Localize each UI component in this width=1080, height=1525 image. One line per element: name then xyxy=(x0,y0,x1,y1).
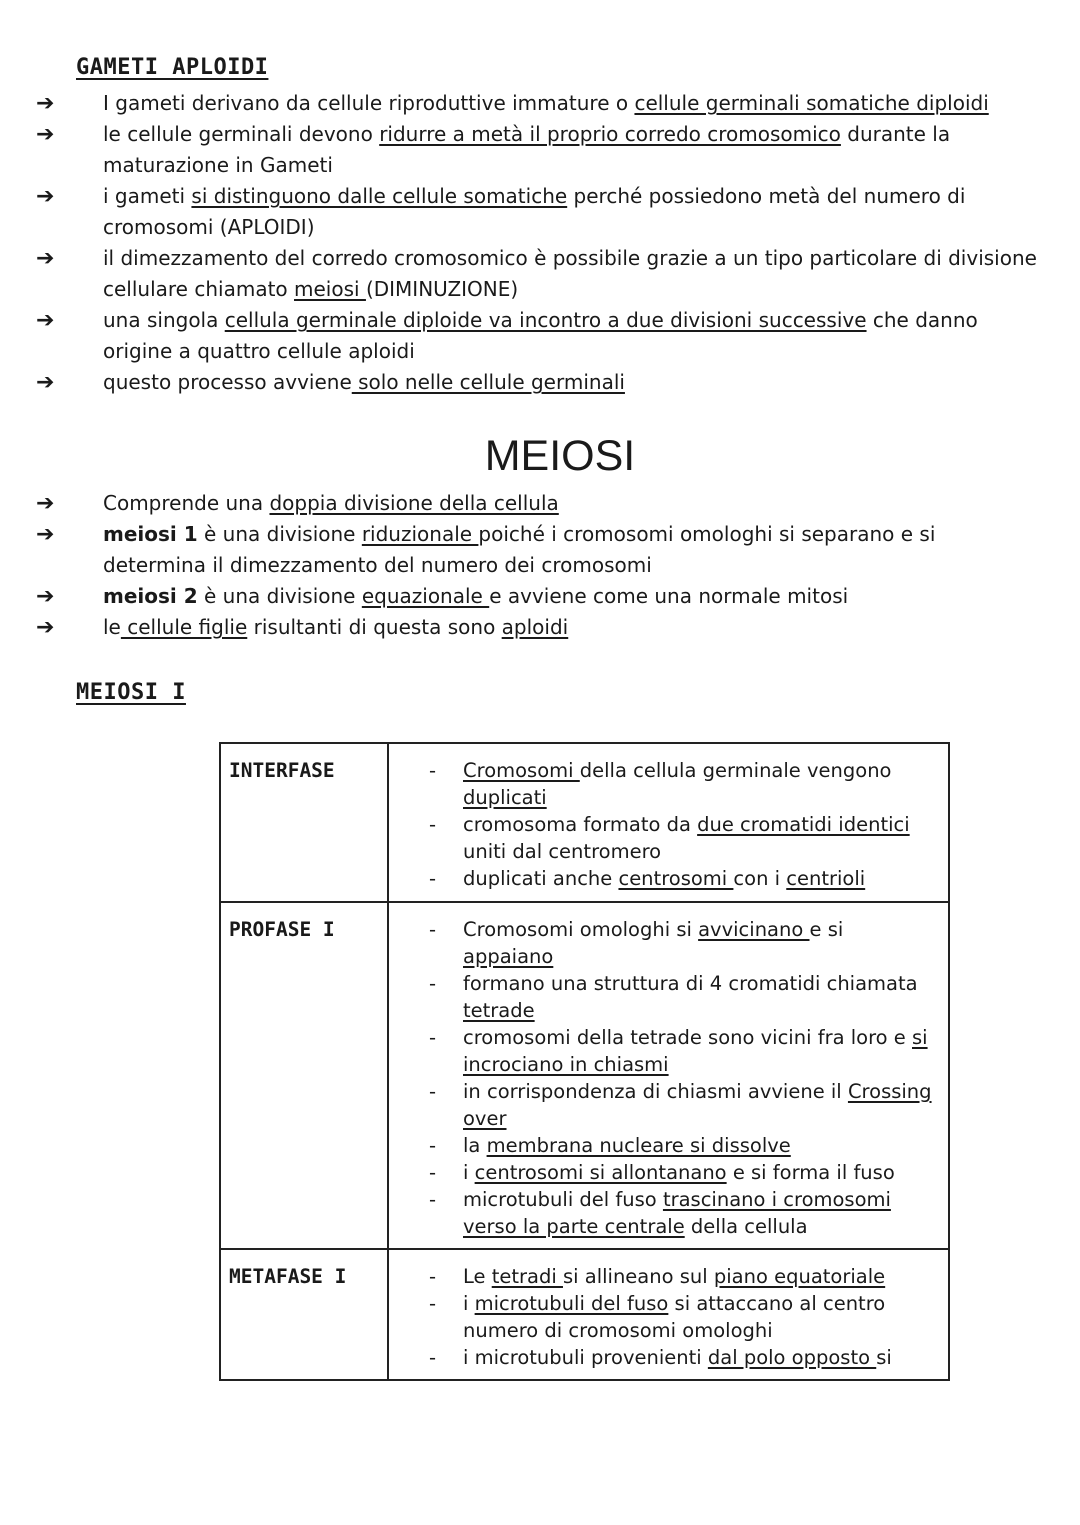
text-segment: tetradi xyxy=(491,1265,563,1288)
text-segment: si incrociano in chiasmi xyxy=(463,1026,928,1076)
meiosi-phases-table xyxy=(219,742,950,1381)
text-segment: della cellula xyxy=(684,1215,808,1238)
text-segment: si distinguono dalle cellule somatiche xyxy=(191,184,568,208)
meiosi-bullet-list xyxy=(0,488,1080,643)
phase-row xyxy=(220,1249,949,1380)
section-heading-gameti-aploidi: GAMETI APLOIDI xyxy=(76,55,269,80)
gameti-bullet-item xyxy=(0,181,1043,243)
section-heading-meiosi-1: MEIOSI I xyxy=(76,680,186,705)
phase-item xyxy=(429,1132,932,1159)
text-segment: risultanti di questa sono xyxy=(247,615,502,639)
phase-item xyxy=(429,1159,932,1186)
phase-description xyxy=(388,743,949,902)
text-segment: ridurre a metà il proprio corredo cromosomico xyxy=(379,122,841,146)
arrow-icon: ➔ xyxy=(36,308,55,333)
phase-item xyxy=(429,1024,932,1078)
meiosi-bullet-item xyxy=(0,612,1043,643)
text-segment: doppia divisione della cellula xyxy=(269,491,559,515)
text-segment: dal polo opposto xyxy=(707,1346,877,1369)
text-segment: poiché i cromosomi omologhi si separano e si determina il dimezzamento del numero dei cromosomi xyxy=(103,522,936,577)
text-segment: (DIMINUZIONE) xyxy=(365,277,519,301)
arrow-icon: ➔ xyxy=(36,184,55,209)
text-segment: con i xyxy=(733,867,787,890)
text-segment: e si forma il fuso xyxy=(726,1161,895,1184)
phase-item xyxy=(429,757,932,811)
phase-description xyxy=(388,1249,949,1380)
phase-item xyxy=(429,916,932,970)
text-segment: avvicinano xyxy=(698,918,810,941)
phase-item xyxy=(429,1078,932,1132)
arrow-icon: ➔ xyxy=(36,122,55,147)
text-segment: tetrade xyxy=(463,999,535,1022)
arrow-icon: ➔ xyxy=(36,91,55,116)
arrow-icon: ➔ xyxy=(36,522,55,547)
text-segment: meiosi 2 xyxy=(103,584,198,608)
text-segment: uniti dal centromero xyxy=(463,840,662,863)
text-segment: due cromatidi identici xyxy=(697,813,910,836)
text-segment: Le xyxy=(463,1265,492,1288)
phase-row xyxy=(220,902,949,1249)
gameti-bullet-item xyxy=(0,88,1043,119)
text-segment: duplicati anche xyxy=(463,867,619,890)
text-segment: cellula germinale diploide va incontro a due divisioni successive xyxy=(224,308,867,332)
phase-row xyxy=(220,743,949,902)
text-segment: microtubuli del fuso xyxy=(474,1292,669,1315)
arrow-icon: ➔ xyxy=(36,246,55,271)
phase-item xyxy=(429,1290,932,1344)
text-segment: Crossing over xyxy=(463,1080,932,1130)
text-segment: trascinano i cromosomi verso la parte centrale xyxy=(463,1188,891,1238)
text-segment: microtubuli del fuso xyxy=(463,1188,663,1211)
text-segment: Comprende una xyxy=(103,491,270,515)
text-segment: i microtubuli provenienti xyxy=(463,1346,708,1369)
text-segment: si attaccano al centro numero di cromosomi omologhi xyxy=(463,1292,886,1342)
text-segment: formano una struttura di 4 cromatidi chiamata xyxy=(463,972,918,995)
text-segment: centrosomi si allontanano xyxy=(474,1161,727,1184)
text-segment: membrana nucleare si dissolve xyxy=(486,1134,791,1157)
arrow-icon: ➔ xyxy=(36,370,55,395)
meiosi-bullet-item xyxy=(0,519,1043,581)
text-segment: cromosoma formato da xyxy=(463,813,698,836)
text-segment: questo processo avviene xyxy=(103,370,352,394)
text-segment: la xyxy=(463,1134,487,1157)
phase-item xyxy=(429,811,932,865)
text-segment: della cellula germinale vengono xyxy=(579,759,892,782)
text-segment: equazionale xyxy=(361,584,490,608)
text-segment: le xyxy=(103,615,121,639)
gameti-bullet-item xyxy=(0,305,1043,367)
text-segment: meiosi xyxy=(294,277,366,301)
text-segment: è una divisione xyxy=(197,522,362,546)
text-segment: centrosomi xyxy=(618,867,734,890)
text-segment: i xyxy=(463,1161,475,1184)
text-segment: una singola xyxy=(103,308,225,332)
text-segment: in corrispondenza di chiasmi avviene il xyxy=(463,1080,848,1103)
text-segment: il dimezzamento del corredo cromosomico è possibile grazie a un tipo particolare di divisione cellulare chiamato xyxy=(103,246,1037,301)
text-segment: cellule germinali somatiche diploidi xyxy=(634,91,989,115)
phase-name: METAFASE I xyxy=(220,1249,388,1380)
gameti-bullet-list xyxy=(0,88,1080,398)
phase-name: PROFASE I xyxy=(220,902,388,1249)
text-segment: si xyxy=(876,1346,892,1369)
gameti-bullet-item xyxy=(0,119,1043,181)
text-segment: Cromosomi omologhi si xyxy=(463,918,699,941)
arrow-icon: ➔ xyxy=(36,584,55,609)
text-segment: centrioli xyxy=(786,867,866,890)
text-segment: le cellule germinali devono xyxy=(103,122,380,146)
text-segment: piano equatoriale xyxy=(713,1265,886,1288)
gameti-bullet-item xyxy=(0,243,1043,305)
text-segment: I gameti derivano da cellule riproduttive immature o xyxy=(103,91,635,115)
text-segment: aploidi xyxy=(501,615,569,639)
page-title-meiosi: MEIOSI xyxy=(484,432,636,480)
arrow-icon: ➔ xyxy=(36,491,55,516)
gameti-bullet-item xyxy=(0,367,1043,398)
text-segment: è una divisione xyxy=(197,584,362,608)
text-segment: e avviene come una normale mitosi xyxy=(489,584,849,608)
text-segment: i gameti xyxy=(103,184,192,208)
text-segment: meiosi 1 xyxy=(103,522,198,546)
text-segment: durante la maturazione in Gameti xyxy=(103,122,951,177)
arrow-icon: ➔ xyxy=(36,615,55,640)
meiosi-bullet-item xyxy=(0,488,1043,519)
text-segment: i xyxy=(463,1292,475,1315)
text-segment: cellule figlie xyxy=(120,615,248,639)
phase-item xyxy=(429,1263,932,1290)
text-segment: Cromosomi xyxy=(463,759,580,782)
text-segment: duplicati xyxy=(463,786,547,809)
text-segment: perché possiedono metà del numero di cromosomi (APLOIDI) xyxy=(103,184,966,239)
text-segment: cromosomi della tetrade sono vicini fra loro e xyxy=(463,1026,912,1049)
text-segment: e si xyxy=(809,918,844,941)
text-segment: si allineano sul xyxy=(562,1265,714,1288)
text-segment: solo nelle cellule germinali xyxy=(351,370,625,394)
meiosi-bullet-item xyxy=(0,581,1043,612)
phase-item xyxy=(429,865,932,892)
text-segment: che danno origine a quattro cellule aploidi xyxy=(103,308,978,363)
text-segment: appaiano xyxy=(463,945,554,968)
phase-name: INTERFASE xyxy=(220,743,388,902)
phase-item xyxy=(429,1186,932,1240)
phase-item xyxy=(429,1344,932,1371)
phase-item xyxy=(429,970,932,1024)
phase-description xyxy=(388,902,949,1249)
text-segment: riduzionale xyxy=(361,522,479,546)
